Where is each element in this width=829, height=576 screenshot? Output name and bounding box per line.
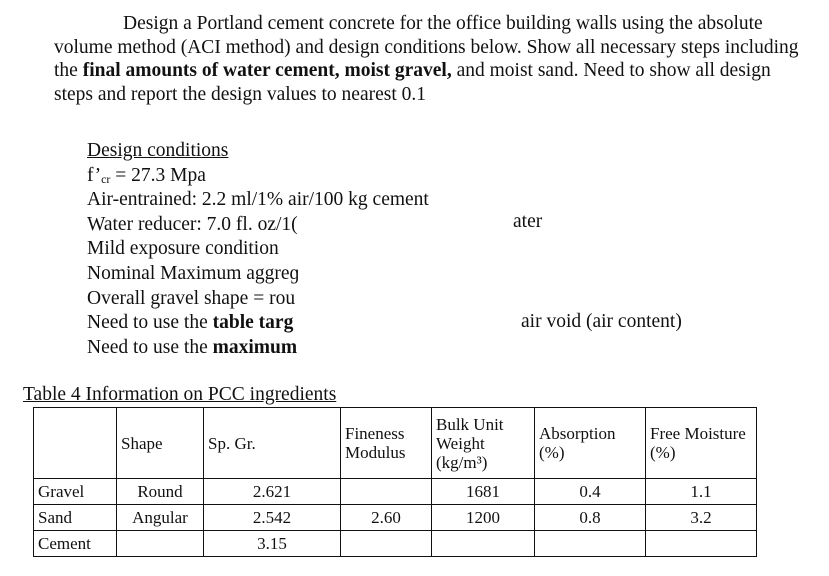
fcr-prefix: f’ (87, 164, 102, 186)
header-empty (34, 408, 117, 479)
row-label: Cement (34, 531, 117, 557)
header-fineness-line1: Fineness (345, 424, 405, 443)
problem-text-bold: final amounts of water cement, moist gravel, (82, 60, 452, 81)
cell-absorption: 0.8 (535, 505, 646, 531)
condition-table-target (87, 311, 429, 336)
header-free-line1: Free Moisture (650, 424, 746, 443)
maximum-bold: maximum (212, 336, 298, 358)
condition-maximum (87, 336, 429, 361)
header-free-moisture (646, 408, 757, 479)
cell-sp-gr: 3.15 (204, 531, 341, 557)
cell-fineness (341, 479, 432, 505)
table-row-sand (34, 505, 757, 531)
cell-free-moisture (646, 531, 757, 557)
header-absorption-line1: Absorption (539, 424, 616, 443)
maximum-prefix: Need to use the (87, 336, 213, 358)
cell-fineness: 2.60 (341, 505, 432, 531)
table-row-gravel (34, 479, 757, 505)
cell-shape: Angular (117, 505, 204, 531)
table-caption: Table 4 Information on PCC ingredients (23, 384, 337, 405)
cell-bulk: 1681 (432, 479, 535, 505)
table-target-bold: table targ (212, 312, 294, 334)
cell-absorption (535, 531, 646, 557)
air-void-fragment: air void (air content) (521, 311, 682, 332)
header-absorption (535, 408, 646, 479)
design-conditions (87, 139, 429, 360)
problem-text-part1: Design a Portland cement concrete for the office building walls using the absolute volume method (ACI method) and design conditions below. Show all necessary steps including the (54, 13, 799, 81)
pcc-ingredients-table (33, 407, 757, 557)
problem-text-part2: and moist sand. Need to show all design steps and report the design values to nearest 0.1 (54, 60, 771, 105)
cell-shape (117, 531, 204, 557)
cell-shape: Round (117, 479, 204, 505)
cell-fineness (341, 531, 432, 557)
cell-free-moisture: 1.1 (646, 479, 757, 505)
header-bulk-line2: Weight (436, 433, 485, 453)
water-fragment: ater (513, 211, 543, 232)
table-target-prefix: Need to use the (87, 312, 213, 334)
problem-statement (54, 12, 814, 106)
header-absorption-line2: (%) (539, 443, 565, 462)
cell-sp-gr: 2.542 (204, 505, 341, 531)
cell-sp-gr: 2.621 (204, 479, 341, 505)
condition-exposure: Mild exposure condition (87, 238, 279, 260)
cell-bulk (432, 531, 535, 557)
header-bulk-unit-weight (432, 408, 535, 479)
cell-bulk: 1200 (432, 505, 535, 531)
row-label: Sand (34, 505, 117, 531)
condition-water-reducer: Water reducer: 7.0 fl. oz/1( (87, 213, 298, 235)
cell-absorption: 0.4 (535, 479, 646, 505)
row-label: Gravel (34, 479, 117, 505)
cell-free-moisture: 3.2 (646, 505, 757, 531)
header-fineness-modulus (341, 408, 432, 479)
fcr-value: = 27.3 Mpa (110, 164, 206, 186)
condition-air-entrained: Air-entrained: 2.2 ml/1% air/100 kg cement (87, 189, 429, 211)
fcr-subscript: cr (101, 171, 111, 186)
condition-nominal-max: Nominal Maximum aggreɡ (87, 262, 300, 284)
condition-gravel-shape: Overall gravel shape = rou (87, 287, 296, 309)
header-shape: Shape (117, 408, 204, 479)
table-row-cement (34, 531, 757, 557)
condition-fcr (87, 164, 429, 189)
table-header-row (34, 408, 757, 479)
header-bulk-line3: (kg/m³) (436, 452, 488, 472)
header-sp-gr: Sp. Gr. (204, 408, 341, 479)
header-bulk-line1: Bulk Unit (436, 414, 504, 434)
design-conditions-heading: Design conditions (87, 140, 229, 161)
header-fineness-line2: Modulus (345, 443, 406, 462)
header-free-line2: (%) (650, 443, 676, 462)
